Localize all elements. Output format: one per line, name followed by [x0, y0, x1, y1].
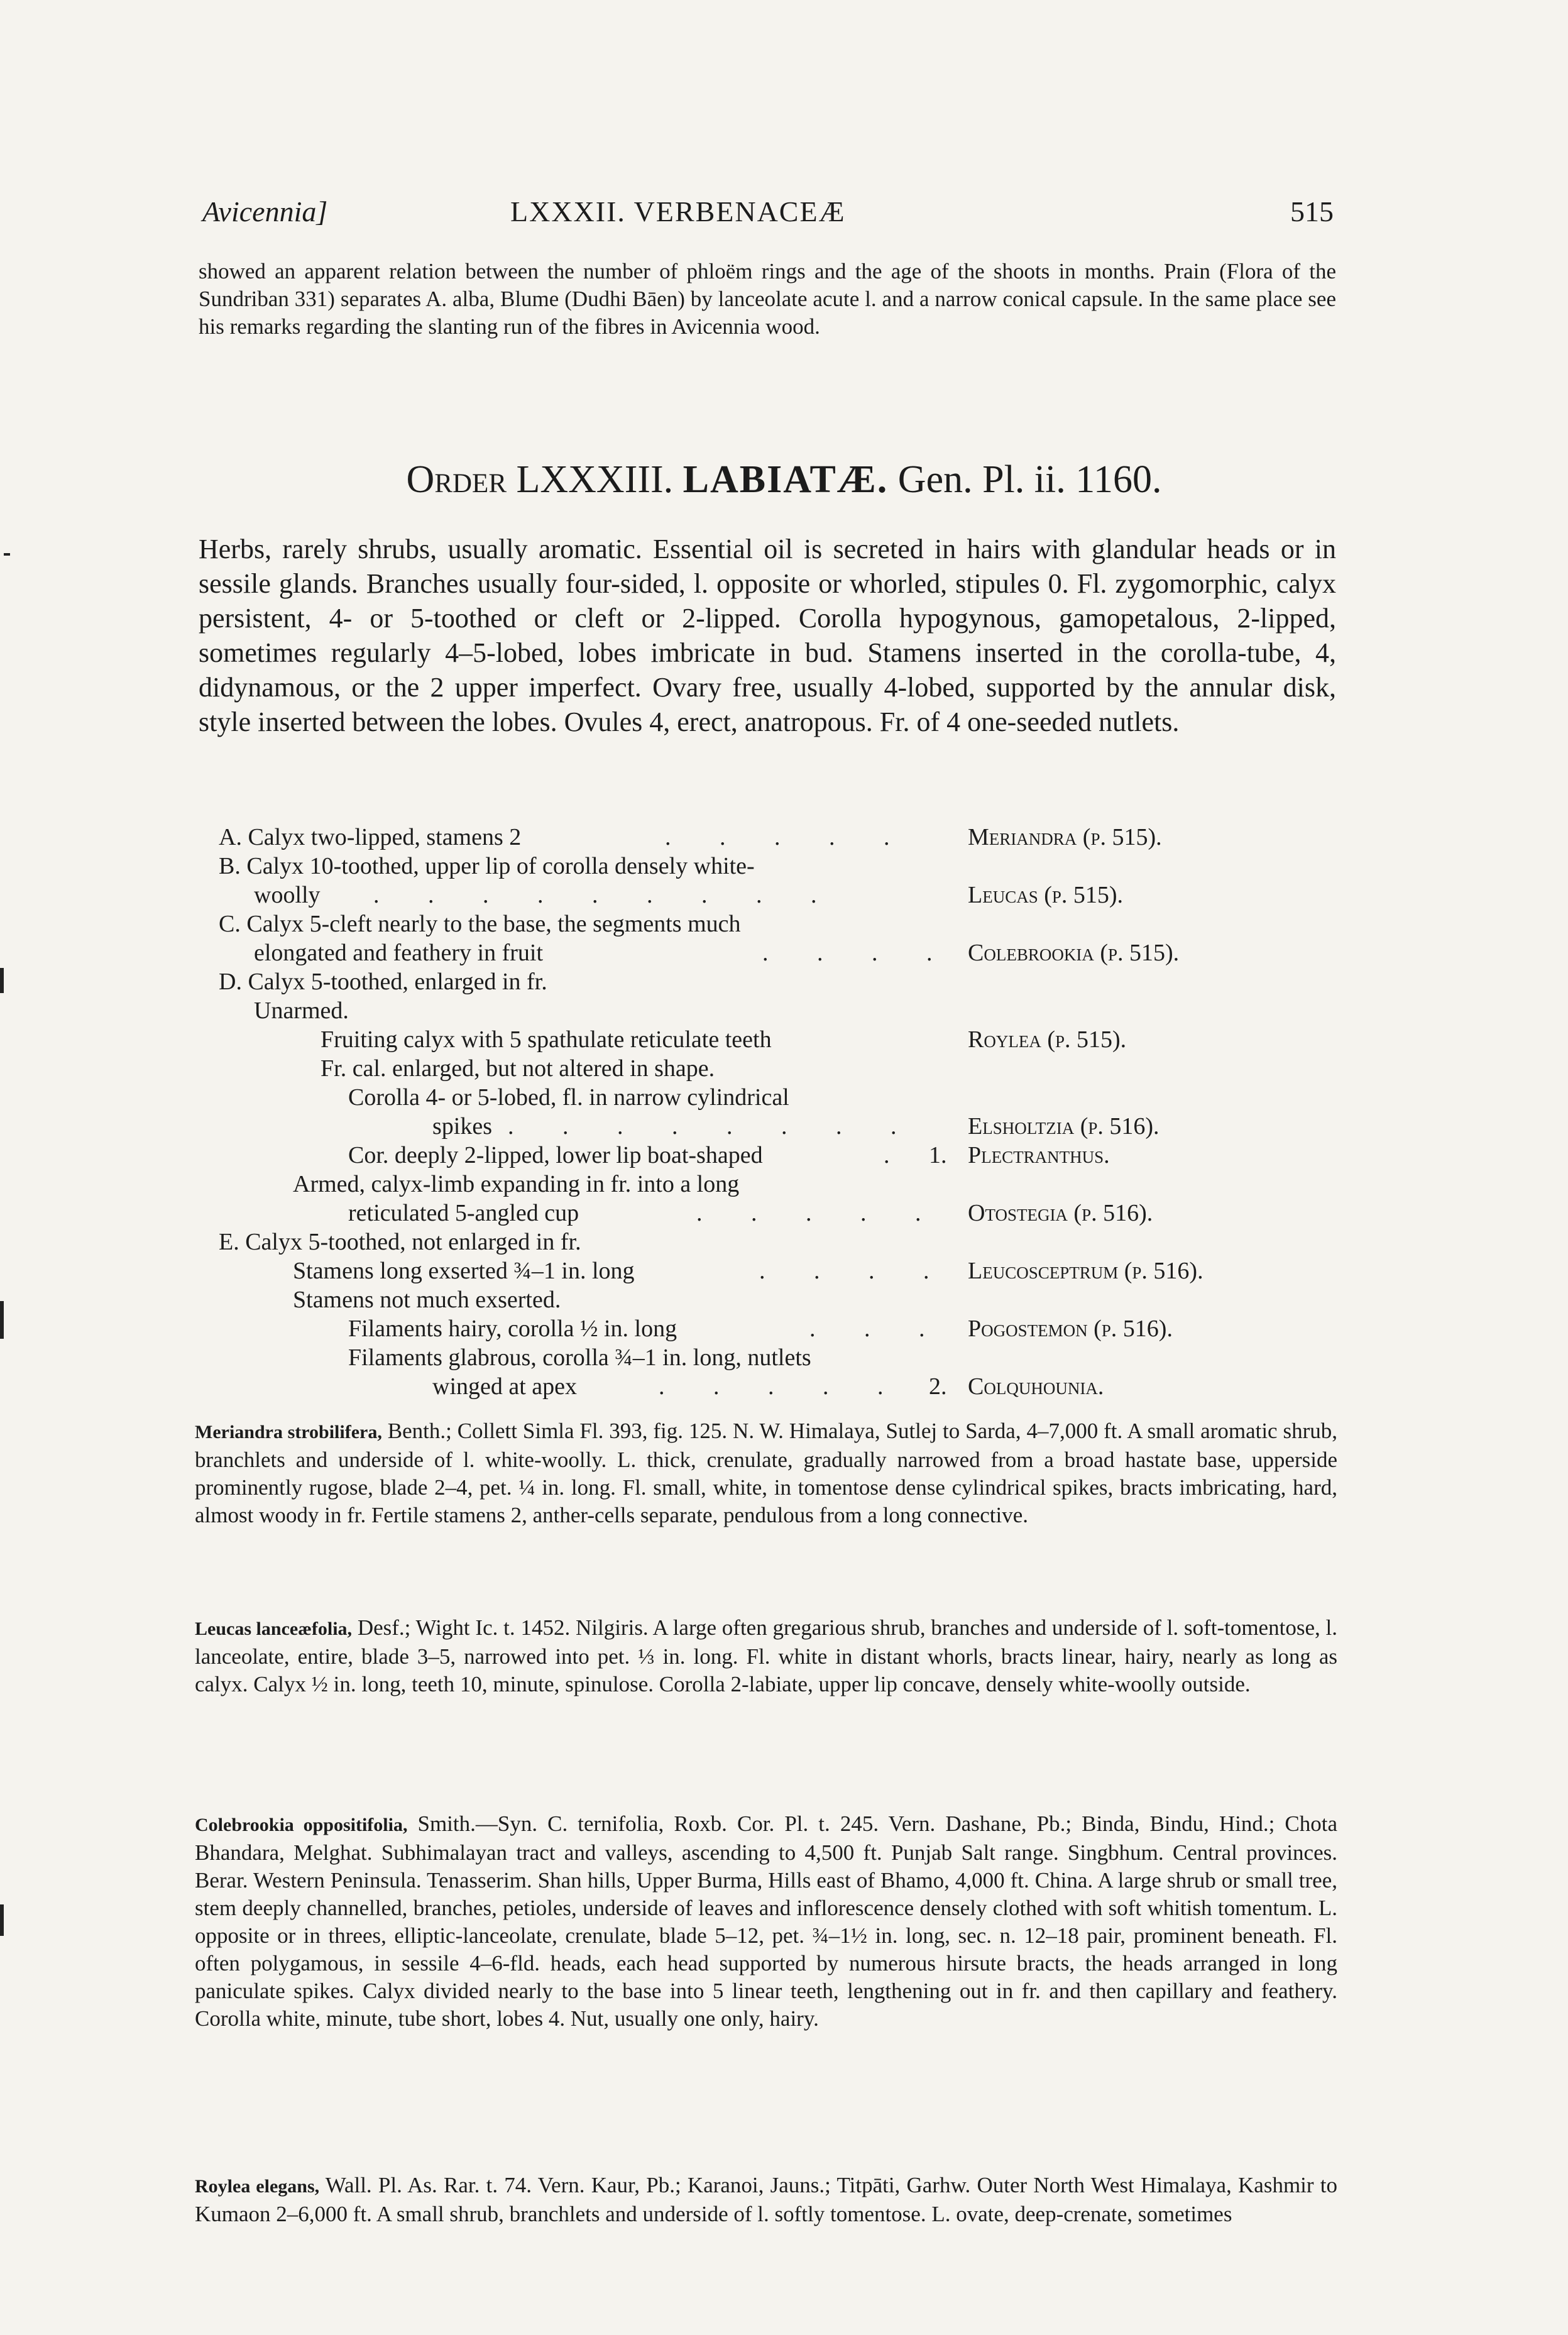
species-name: Leucas lanceæfolia, [195, 1618, 353, 1639]
key-leader: . . . . . . . . [508, 1113, 918, 1140]
key-text: woolly [254, 882, 321, 908]
key-row [219, 997, 1312, 1025]
key-genus-ref: Meriandra (p. 515). [968, 824, 1162, 850]
species-text: Smith.—Syn. C. ternifolia, Roxb. Cor. Pl. t. 245. Vern. Dashane, Pb.; Binda, Bindu, Hind.; Chota Bhandara, Melghat. Subhimalayan tract and valleys, ascending to 4,500 ft. Punjab Salt range. Singbhum. Central provinces. Berar. Western Peninsula. Tenasserim. Shan hills, Upper Burma, Hills east of Bhamo, 4,000 ft. China. A large shrub or small tree, stem deeply channelled, branches, petioles, underside of leaves and inflorescence densely clothed with soft whitish tomentum. L. opposite or in threes, elliptic-lanceolate, crenulate, blade 5–12, pet. ¾–1½ in. long, sec. n. 12–18 pair, prominent beneath. Fl. often polygamous, in sessile 4–6-fld. heads, each head supported by numerous hirsute bracts, the heads arranged in long paniculate spikes. Calyx divided nearly to the base into 5 linear teeth, lengthening out in fr. and then capillary and feathery. Corolla white, minute, tube short, lobes 4. Nut, usually one only, hairy. [195, 1811, 1337, 2031]
key-genus-ref: Leucosceptrum (p. 516). [968, 1258, 1203, 1284]
species-leucas [195, 1614, 1337, 1698]
scan-margin-mark [0, 1904, 4, 1936]
key-text: Corolla 4- or 5-lobed, fl. in narrow cylindrical [348, 1084, 789, 1111]
key-text: D. Calyx 5-toothed, enlarged in fr. [219, 969, 547, 995]
key-genus-ref: Roylea (p. 515). [968, 1026, 1127, 1053]
key-row [219, 1026, 1312, 1053]
key-text: Fr. cal. enlarged, but not altered in shape. [321, 1055, 715, 1082]
key-number: 2. [929, 1373, 947, 1400]
key-text: elongated and feathery in fruit [254, 940, 544, 966]
key-row [219, 1373, 1312, 1400]
key-row [219, 881, 1312, 909]
key-text: Fruiting calyx with 5 spathulate reticulate teeth [321, 1026, 772, 1053]
header-section: Avicennia] [202, 195, 328, 228]
species-text: Desf.; Wight Ic. t. 1452. Nilgiris. A large often gregarious shrub, branches and underside of l. soft-tomentose, l. lanceolate, entire, blade 3–5, narrowed into pet. ⅓ in. long. Fl. white in distant whorls, bracts linear, hairy, nearly as long as calyx. Calyx ½ in. long, teeth 10, minute, spinulose. Corolla 2-labiate, upper lip concave, densely white-woolly outside. [195, 1615, 1337, 1696]
species-text: Benth.; Collett Simla Fl. 393, fig. 125. N. W. Himalaya, Sutlej to Sarda, 4–7,000 ft. A small aromatic shrub, branchlets and underside of l. white-woolly. L. thick, crenulate, gradually narrowed from a broad hastate base, upperside prominently rugose, blade 2–4, pet. ¼ in. long. Fl. small, white, in tomentose dense cylindrical spikes, bracts imbricating, hard, almost woody in fr. Fertile stamens 2, anther-cells separate, pendulous from a long connective. [195, 1419, 1337, 1527]
key-text: A. Calyx two-lipped, stamens 2 [219, 824, 522, 850]
species-name: Colebrookia oppositifolia, [195, 1815, 408, 1835]
key-text: Armed, calyx-limb expanding in fr. into a long [293, 1171, 740, 1197]
key-text: Cor. deeply 2-lipped, lower lip boat-shaped [348, 1142, 763, 1168]
key-text: Stamens not much exserted. [293, 1287, 561, 1313]
key-text: winged at apex [432, 1373, 578, 1400]
intro-paragraph: showed an apparent relation between the number of phloëm rings and the age of the shoots in months. Prain (Flora of the Sundriban 331) separates A. alba, Blume (Dudhi Bāen) by lanceolate acute l. and a narrow conical capsule. In the same place see his remarks regarding the slanting run of the fibres in Avicennia wood. [199, 259, 1336, 339]
key-row [219, 1113, 1312, 1140]
key-genus-ref: Colebrookia (p. 515). [968, 940, 1180, 966]
key-text: Unarmed. [254, 997, 349, 1024]
species-name: Roylea elegans, [195, 2176, 320, 2197]
key-genus-ref: Leucas (p. 515). [968, 882, 1124, 908]
key-row [219, 939, 1312, 967]
key-genus-ref: Plectranthus. [968, 1142, 1110, 1168]
key-row [219, 1170, 1312, 1198]
key-text: reticulated 5-angled cup [348, 1200, 579, 1226]
header-family: LXXXII. VERBENACEÆ [510, 195, 846, 228]
species-colebrookia [195, 1810, 1337, 2033]
key-row [219, 910, 1312, 938]
scan-margin-mark [0, 968, 4, 993]
key-number: 1. [929, 1142, 947, 1168]
key-row [219, 852, 1312, 880]
species-roylea [195, 2172, 1337, 2228]
key-text: spikes [432, 1113, 492, 1140]
key-text: Stamens long exserted ¾–1 in. long [293, 1258, 635, 1284]
key-text: C. Calyx 5-cleft nearly to the base, the segments much [219, 911, 741, 937]
key-row [219, 1286, 1312, 1314]
key-genus-ref: Elsholtzia (p. 516). [968, 1113, 1160, 1140]
key-leader: . [884, 1142, 911, 1168]
key-row [219, 1084, 1312, 1111]
order-description: Herbs, rarely shrubs, usually aromatic. Essential oil is secreted in hairs with glandular heads or in sessile glands. Branches usually four-sided, l. opposite or whorled, stipules 0. Fl. zygomorphic, calyx persistent, 4- or 5-toothed or cleft or 2-lipped. Corolla hypogynous, gamopetalous, 2-lipped, sometimes regularly 4–5-lobed, lobes imbricate in bud. Stamens inserted in the corolla-tube, 4, didynamous, or the 2 upper imperfect. Ovary free, usually 4-lobed, supported by the annular disk, style inserted between the lobes. Ovules 4, erect, anatropous. Fr. of 4 one-seeded nutlets. [199, 534, 1336, 737]
key-row [219, 1257, 1312, 1285]
running-header [202, 189, 1334, 239]
order-number: LXXXIII. [516, 458, 674, 501]
key-row [219, 1141, 1312, 1169]
key-genus-ref: Colquhounia. [968, 1373, 1104, 1400]
order-name: LABIATÆ. [683, 458, 889, 501]
key-text: Filaments glabrous, corolla ¾–1 in. long, nutlets [348, 1344, 811, 1371]
key-genus-ref: Pogostemon (p. 516). [968, 1316, 1173, 1342]
order-heading [0, 458, 1568, 502]
key-row [219, 823, 1312, 851]
key-genus-ref: Otostegia (p. 516). [968, 1200, 1153, 1226]
key-leader: . . . . . [659, 1373, 905, 1400]
species-meriandra [195, 1417, 1337, 1529]
key-leader: . . . . [762, 940, 954, 966]
key-text: Filaments hairy, corolla ½ in. long [348, 1316, 677, 1342]
species-text: Wall. Pl. As. Rar. t. 74. Vern. Kaur, Pb.; Karanoi, Jauns.; Titpāti, Garhw. Outer North West Himalaya, Kashmir to Kumaon 2–6,000 ft. A small shrub, branchlets and underside of l. softly tomentose. L. ovate, deep-crenate, sometimes [195, 2173, 1337, 2226]
key-leader: . . . . . . . . . [373, 882, 838, 908]
order-prefix: Order [406, 458, 507, 501]
key-row [219, 1055, 1312, 1082]
page-number: 515 [1290, 195, 1334, 228]
key-row [219, 1228, 1312, 1256]
species-name: Meriandra strobilifera, [195, 1422, 382, 1442]
key-text: E. Calyx 5-toothed, not enlarged in fr. [219, 1229, 581, 1255]
key-leader: . . . [809, 1316, 946, 1342]
key-text: B. Calyx 10-toothed, upper lip of corolla densely white- [219, 853, 755, 879]
key-leader: . . . . [759, 1258, 951, 1284]
scan-margin-mark [4, 553, 10, 556]
key-leader: . . . . . [696, 1200, 943, 1226]
order-reference: Gen. Pl. ii. 1160. [897, 458, 1162, 501]
scan-margin-mark [0, 1301, 4, 1339]
key-row [219, 1199, 1312, 1227]
key-leader: . . . . . [665, 824, 911, 850]
key-row [219, 1344, 1312, 1371]
key-row [219, 968, 1312, 996]
key-row [219, 1315, 1312, 1343]
